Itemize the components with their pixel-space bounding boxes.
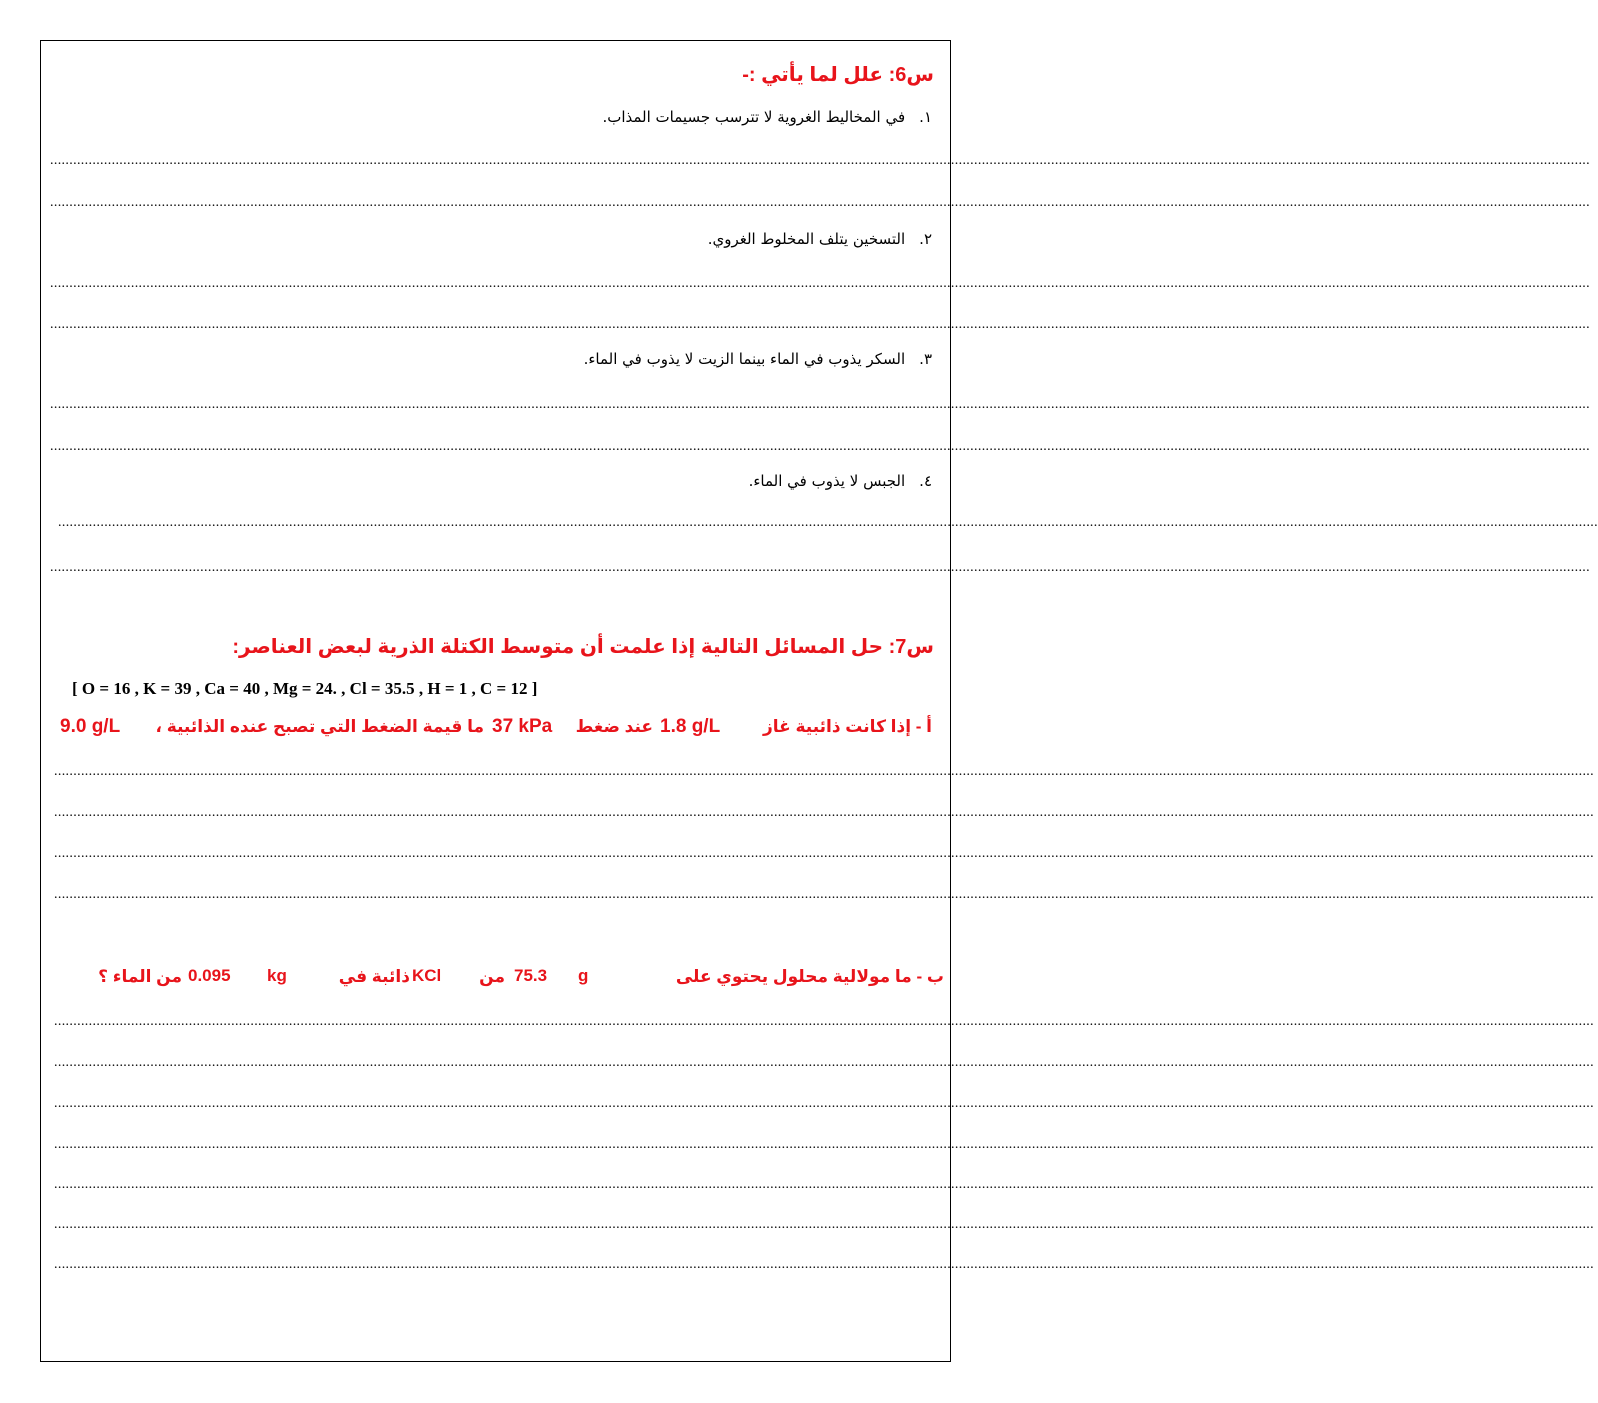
q6-item-1-number: ١.	[919, 108, 932, 126]
problem-b-solute: KCl	[412, 966, 442, 985]
answer-line[interactable]: ................................................................................................................................................................................................................................................................................................................................................................................................................	[58, 515, 1598, 530]
answer-line[interactable]: ................................................................................................................................................................................................................................................................................................................................................................................................................	[50, 153, 1590, 168]
q6-item-3	[584, 350, 932, 368]
q6-item-2-text: التسخين يتلف المخلوط الغروي.	[707, 230, 906, 248]
answer-line[interactable]: ................................................................................................................................................................................................................................................................................................................................................................................................................	[50, 560, 1590, 575]
problem-b-unit-kg: kg	[267, 966, 287, 985]
answer-line[interactable]: ................................................................................................................................................................................................................................................................................................................................................................................................................	[54, 1257, 1594, 1272]
problem-a-label: أ - إذا كانت ذائبية غاز	[762, 717, 932, 736]
q6-item-3-number: ٣.	[919, 350, 932, 368]
answer-line[interactable]: ................................................................................................................................................................................................................................................................................................................................................................................................................	[54, 846, 1594, 861]
answer-line[interactable]: ................................................................................................................................................................................................................................................................................................................................................................................................................	[54, 805, 1594, 820]
answer-line[interactable]: ................................................................................................................................................................................................................................................................................................................................................................................................................	[54, 887, 1594, 902]
problem-a-value1: 1.8 g/L	[660, 716, 721, 737]
problem-a-tail: ، ما قيمة الضغط التي تصبح عنده الذائبية	[155, 717, 484, 736]
problem-b-tail: من الماء ؟	[98, 967, 182, 986]
answer-line[interactable]: ................................................................................................................................................................................................................................................................................................................................................................................................................	[54, 1055, 1594, 1070]
q7-title: س7: حل المسائل التالية إذا علمت أن متوسط الكتلة الذرية لبعض العناصر:	[232, 636, 934, 658]
answer-line[interactable]: ................................................................................................................................................................................................................................................................................................................................................................................................................	[54, 1096, 1594, 1111]
answer-line[interactable]: ................................................................................................................................................................................................................................................................................................................................................................................................................	[54, 1177, 1594, 1192]
answer-line[interactable]: ................................................................................................................................................................................................................................................................................................................................................................................................................	[50, 397, 1590, 412]
q6-item-1	[602, 108, 932, 126]
problem-b-dissolved: ذائبة في	[338, 967, 410, 986]
q6-item-4-number: ٤.	[919, 472, 932, 490]
problem-a-value2: 37 kPa	[492, 716, 553, 737]
q6-item-2-number: ٢.	[919, 230, 932, 248]
q6-item-4-text: الجبس لا يذوب في الماء.	[748, 472, 906, 490]
answer-line[interactable]: ................................................................................................................................................................................................................................................................................................................................................................................................................	[50, 439, 1590, 454]
q6-item-2	[708, 230, 932, 248]
atomic-masses: [ O = 16 , K = 39 , Ca = 40 , Mg = 24. , Cl = 35.5 , H = 1 , C = 12 ]	[72, 679, 538, 698]
problem-b-mass: 75.3	[514, 966, 548, 985]
problem-a-mid: عند ضغط	[575, 717, 653, 736]
answer-line[interactable]: ................................................................................................................................................................................................................................................................................................................................................................................................................	[54, 764, 1594, 779]
answer-line[interactable]: ................................................................................................................................................................................................................................................................................................................................................................................................................	[54, 1217, 1594, 1232]
answer-line[interactable]: ................................................................................................................................................................................................................................................................................................................................................................................................................	[54, 1014, 1594, 1029]
answer-line[interactable]: ................................................................................................................................................................................................................................................................................................................................................................................................................	[50, 276, 1590, 291]
q6-item-1-text: في المخاليط الغروية لا تترسب جسيمات المذاب.	[602, 108, 906, 126]
answer-line[interactable]: ................................................................................................................................................................................................................................................................................................................................................................................................................	[50, 195, 1590, 210]
q6-item-4	[749, 472, 932, 490]
answer-line[interactable]: ................................................................................................................................................................................................................................................................................................................................................................................................................	[50, 317, 1590, 332]
problem-a-value3: 9.0 g/L	[60, 716, 121, 737]
q6-title: س6: علل لما يأتي :-	[742, 64, 934, 86]
problem-b-min1: من	[479, 967, 505, 986]
problem-b-water-mass: 0.095	[188, 966, 231, 985]
q6-item-3-text: السكر يذوب في الماء بينما الزيت لا يذوب في الماء.	[583, 350, 906, 368]
answer-line[interactable]: ................................................................................................................................................................................................................................................................................................................................................................................................................	[54, 1137, 1594, 1152]
problem-b-unit-g: g	[578, 966, 589, 985]
problem-b-label: ب - ما مولالية محلول يحتوي على	[675, 967, 944, 986]
